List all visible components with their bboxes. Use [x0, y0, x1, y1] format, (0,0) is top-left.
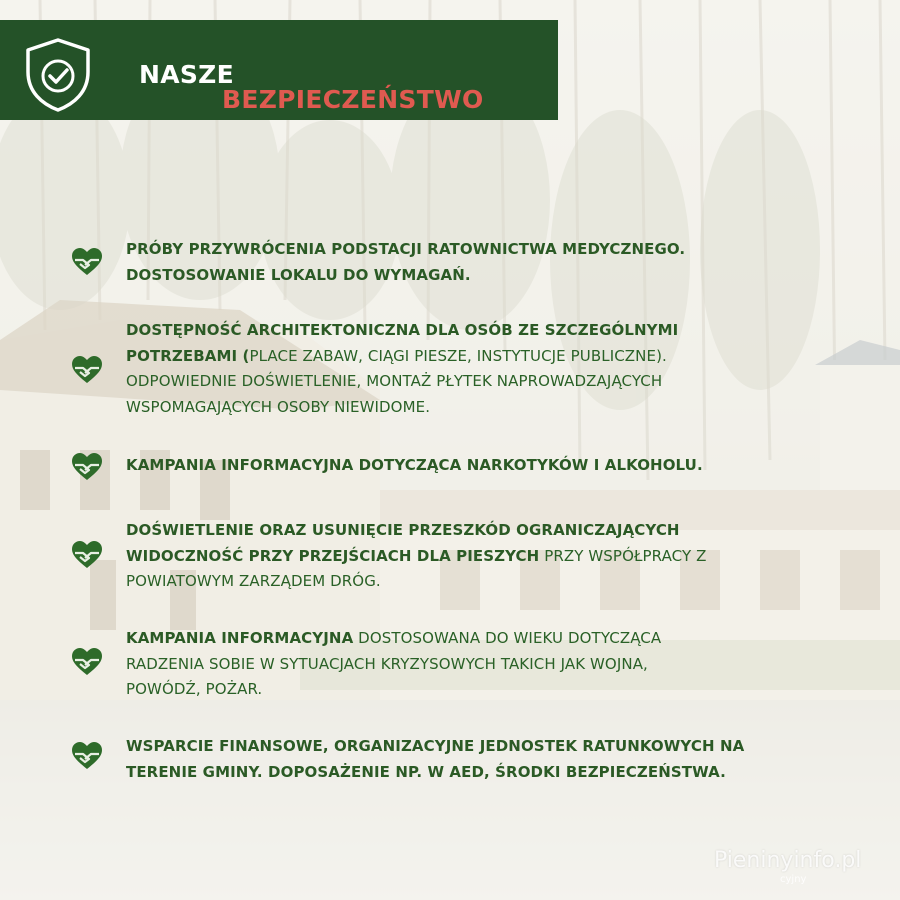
- list-item: [126, 237, 726, 288]
- item-bold-text: PRÓBY PRZYWRÓCENIA PODSTACJI RATOWNICTWA MEDYCZNEGO. DOSTOSOWANIE LOKALU DO WYMAGAŃ.: [126, 240, 686, 284]
- item-text: DOSTOSOWANA DO WIEKU DOTYCZĄCA RADZENIA SOBIE W SYTUACJACH KRYZYSOWYCH TAKICH JAK WOJNA, POWÓDŹ, POŻAR.: [126, 629, 662, 698]
- item-text: PRZY WSPÓŁPRACY Z POWIATOWYM ZARZĄDEM DRÓG.: [126, 546, 707, 590]
- heart-handshake-icon: [71, 540, 103, 570]
- item-text: PLACE ZABAW, CIĄGI PIESZE, INSTYTUCJE PUBLICZNE). ODPOWIEDNIE DOŚWIETLENIE, MONTAŻ PŁYTEK NAPROWADZAJĄCYCH WSPOMAGAJĄCYCH OSOBY NIEWIDOME.: [126, 346, 667, 416]
- heart-handshake-icon: [71, 647, 103, 677]
- heart-handshake-icon: [71, 741, 103, 771]
- item-bold-text: DOŚWIETLENIE ORAZ USUNIĘCIE PRZESZKÓD OGRANICZAJĄCYCH WIDOCZNOŚĆ PRZY PRZEJŚCIACH DLA PIESZYCH: [126, 521, 680, 565]
- item-bold-text: KAMPANIA INFORMACYJNA: [126, 629, 354, 647]
- list-item: [126, 518, 746, 595]
- list-item: [126, 453, 776, 479]
- item-bold-text: WSPARCIE FINANSOWE, ORGANIZACYJNE JEDNOSTEK RATUNKOWYCH NA TERENIE GMINY. DOPOSAŻENIE NP. W AED, ŚRODKI BEZPIECZEŃSTWA.: [126, 737, 745, 781]
- title-line-2: BEZPIECZEŃSTWO: [222, 85, 484, 114]
- list-item: [126, 318, 776, 420]
- watermark-subtext: cyjny: [780, 874, 807, 885]
- shield-check-icon: [22, 36, 94, 112]
- watermark: Pieninyinfo.pl: [714, 848, 862, 873]
- heart-handshake-icon: [71, 452, 103, 482]
- list-item: [126, 626, 726, 703]
- list-item: [126, 734, 786, 785]
- item-bold-text: DOSTĘPNOŚĆ ARCHITEKTONICZNA DLA OSÓB ZE SZCZEGÓLNYMI POTRZEBAMI (: [126, 321, 679, 365]
- heart-handshake-icon: [71, 355, 103, 385]
- title-line-1: NASZE: [139, 60, 234, 89]
- item-bold-text: KAMPANIA INFORMACYJNA DOTYCZĄCA NARKOTYKÓW I ALKOHOLU.: [126, 456, 703, 474]
- title-banner: [0, 20, 558, 120]
- heart-handshake-icon: [71, 247, 103, 277]
